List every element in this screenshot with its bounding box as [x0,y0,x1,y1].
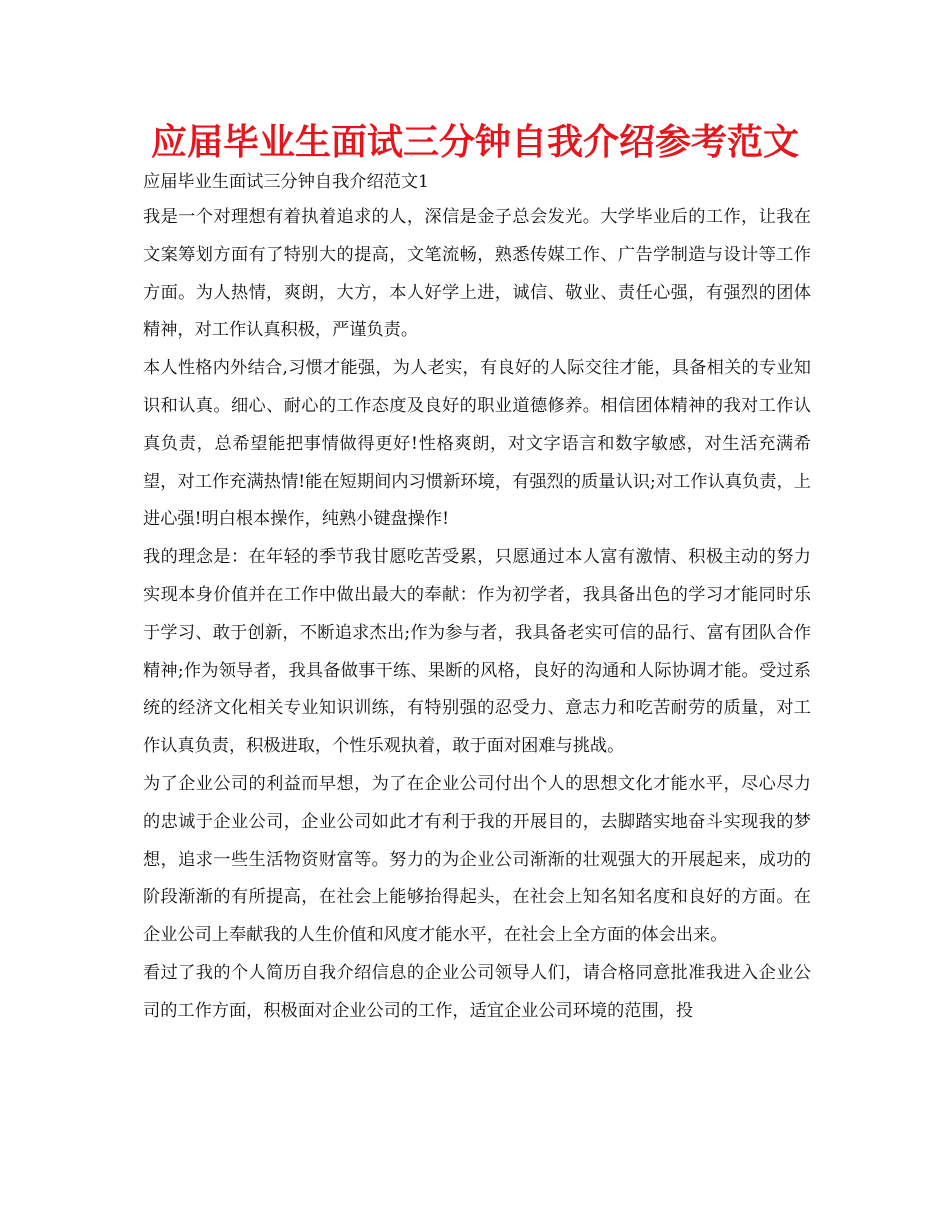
document-body [143,167,811,1031]
paragraph-4: 为了企业公司的利益而早想，为了在企业公司付出个人的思想文化才能水平，尽心尽力的忠诚于企业公司，企业公司如此才有利于我的开展目的，去脚踏实地奋斗实现我的梦想，追求一些生活物资财富等。努力的为企业公司渐渐的壮观强大的开展起来，成功的阶段渐渐的有所提高，在社会上能够抬得起头，在社会上知名知名度和良好的方面。在企业公司上奉献我的人生价值和风度才能水平，在社会上全方面的体会出来。 [143,773,811,946]
document-title: 应届毕业生面试三分钟自我介绍参考范文 [150,122,799,163]
paragraph-5: 看过了我的个人简历自我介绍信息的企业公司领导人们，请合格同意批准我进入企业公司的工作方面，积极面对企业公司的工作，适宜企业公司环境的范围，投 [143,962,811,1021]
paragraph-1: 我是一个对理想有着执着追求的人，深信是金子总会发光。大学毕业后的工作，让我在文案筹划方面有了特别大的提高，文笔流畅，熟悉传媒工作、广告学制造与设计等工作方面。为人热情，爽朗，大方，本人好学上进，诚信、敬业、责任心强，有强烈的团体精神，对工作认真积极，严谨负责。 [143,207,811,341]
paragraph-2: 本人性格内外结合,习惯才能强，为人老实，有良好的人际交往才能，具备相关的专业知识和认真。细心、耐心的工作态度及良好的职业道德修养。相信团体精神的我对工作认真负责，总希望能把事情做得更好!性格爽朗，对文字语言和数字敏感，对生活充满希望，对工作充满热情!能在短期间内习惯新环境，有强烈的质量认识;对工作认真负责，上进心强!明白根本操作，纯熟小键盘操作! [143,358,811,530]
section-subheading: 应届毕业生面试三分钟自我介绍范文1 [143,172,429,192]
paragraph-3: 我的理念是：在年轻的季节我甘愿吃苦受累，只愿通过本人富有激情、积极主动的努力实现本身价值并在工作中做出最大的奉献：作为初学者，我具备出色的学习才能同时乐于学习、敢于创新，不断追求杰出;作为参与者，我具备老实可信的品行、富有团队合作精神;作为领导者，我具备做事干练、果断的风格，良好的沟通和人际协调才能。受过系统的经济文化相关专业知识训练，有特别强的忍受力、意志力和吃苦耐劳的质量，对工作认真负责，积极进取，个性乐观执着，敢于面对困难与挑战。 [143,547,811,757]
